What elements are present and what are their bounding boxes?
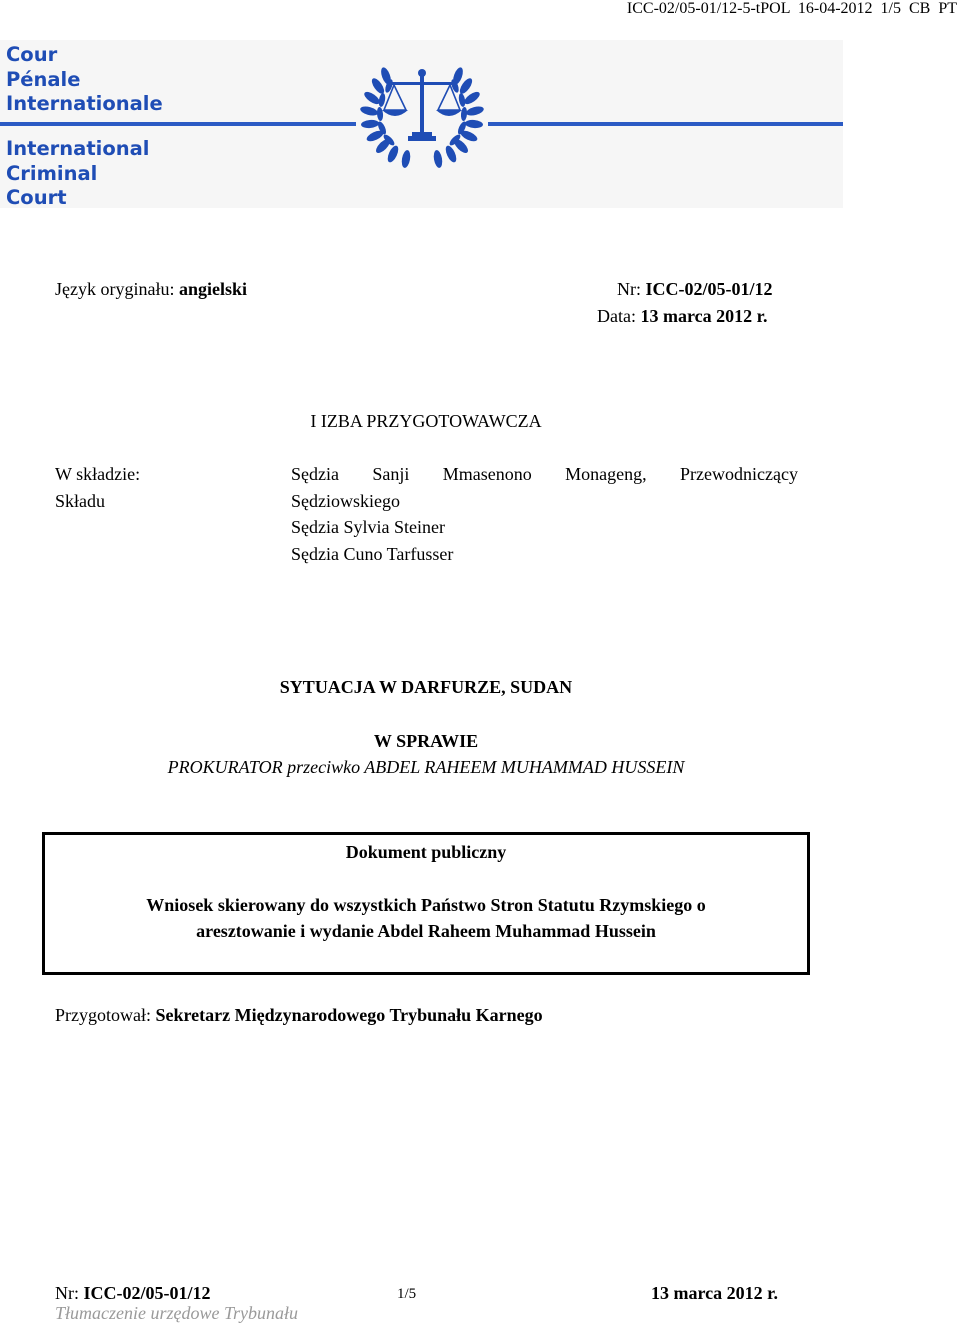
prepared-by-label: Przygotował: [55, 1005, 156, 1025]
judge-presiding: Sędzia Sanji Mmasenono Monageng, Przewodniczący [291, 464, 798, 484]
org-name-french [6, 43, 163, 117]
laurel-right-icon [432, 66, 484, 168]
chamber-title: I IZBA PRZYGOTOWAWCZA [310, 411, 542, 431]
org-en-line-1: International [6, 137, 150, 160]
prepared-by-value: Sekretarz Międzynarodowego Trybunału Karnego [155, 1005, 543, 1025]
date-label: Data: [597, 306, 641, 326]
org-fr-line-3: Internationale [6, 92, 163, 115]
language-label: Język oryginału: [55, 279, 179, 299]
case-name: PROKURATOR przeciwko ABDEL RAHEEM MUHAMMAD HUSSEIN [167, 757, 685, 777]
number-value: ICC-02/05-01/12 [645, 279, 773, 299]
footer-page-number: 1/5 [397, 1286, 417, 1302]
footer-number-value: ICC-02/05-01/12 [83, 1283, 211, 1303]
scales-icon [382, 69, 462, 141]
org-fr-line-1: Cour [6, 43, 58, 66]
document-classification: Dokument publiczny [345, 842, 507, 862]
document-title-line-1: Wniosek skierowany do wszystkich Państwo Stron Statutu Rzymskiego o [146, 895, 706, 915]
document-date [597, 306, 767, 327]
icc-logo-icon [358, 62, 486, 170]
footer-case-number [55, 1283, 211, 1304]
judge-steiner: Sędzia Sylvia Steiner [291, 517, 445, 537]
document-title-line-2: aresztowanie i wydanie Abdel Raheem Muhammad Hussein [196, 921, 656, 941]
document-reference: ICC-02/05-01/12-5-tPOL 16-04-2012 1/5 CB PT [626, 0, 957, 17]
judge-presiding-cont: Sędziowskiego [291, 491, 400, 511]
language-value: angielski [178, 279, 248, 299]
footer-number-label: Nr: [55, 1283, 84, 1303]
number-label: Nr: [617, 279, 646, 299]
original-language [55, 279, 247, 300]
date-value: 13 marca 2012 r. [640, 306, 768, 326]
composition-label-1: W składzie: [55, 464, 141, 484]
case-heading: W SPRAWIE [373, 731, 479, 751]
laurel-left-icon [359, 66, 411, 168]
situation-title: SYTUACJA W DARFURZE, SUDAN [279, 677, 573, 697]
banner-rule-left [0, 122, 356, 126]
prepared-by [55, 1005, 543, 1026]
footer-translation-note: Tłumaczenie urzędowe Trybunału [55, 1303, 298, 1323]
composition-label-2: Składu [55, 491, 106, 511]
org-fr-line-2: Pénale [6, 67, 81, 91]
footer-date: 13 marca 2012 r. [651, 1283, 778, 1303]
judge-tarfusser: Sędzia Cuno Tarfusser [291, 544, 454, 564]
case-number [617, 279, 773, 300]
banner-rule-right [488, 122, 843, 126]
org-en-line-3: Court [6, 186, 67, 209]
org-name-english [6, 137, 149, 211]
org-en-line-2: Criminal [6, 161, 98, 185]
